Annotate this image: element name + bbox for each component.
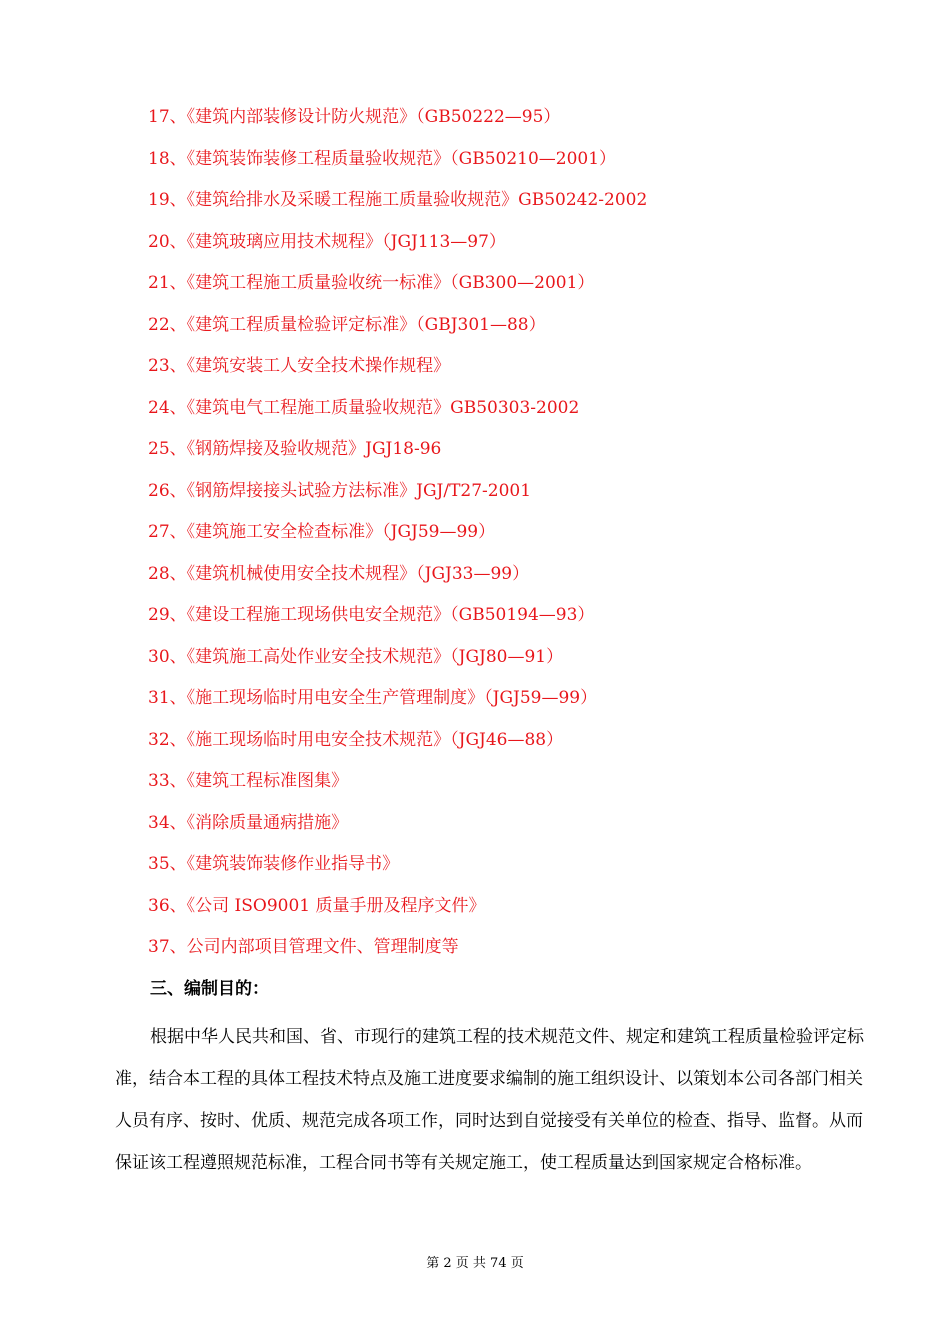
list-item: 37、公司内部项目管理文件、管理制度等 [148, 937, 459, 957]
list-item: 34、《消除质量通病措施》 [148, 812, 349, 833]
list-item: 28、《建筑机械使用安全技术规程》（JGJ33—99） [148, 563, 530, 584]
list-item: 33、《建筑工程标准图集》 [148, 771, 349, 791]
list-item: 20、《建筑玻璃应用技术规程》（JGJ113—97） [148, 231, 506, 252]
list-item: 35、《建筑装饰装修作业指导书》 [148, 854, 400, 874]
list-item: 22、《建筑工程质量检验评定标准》（GBJ301—88） [148, 314, 546, 335]
list-item: 31、《施工现场临时用电安全生产管理制度》（JGJ59—99） [148, 688, 598, 708]
list-item: 25、《钢筋焊接及验收规范》JGJ18-96 [148, 439, 442, 459]
list-item: 36、《公司 ISO9001 质量手册及程序文件》 [148, 895, 486, 916]
list-item: 21、《建筑工程施工质量验收统一标准》（GB300—2001） [148, 273, 595, 293]
section-heading: 三、编制目的： [150, 979, 269, 999]
body-paragraph [115, 1016, 875, 1184]
list-item: 23、《建筑安装工人安全技术操作规程》 [148, 356, 451, 376]
standards-list [148, 103, 908, 975]
list-item: 19、《建筑给排水及采暖工程施工质量验收规范》GB50242-2002 [148, 190, 648, 210]
list-item: 29、《建设工程施工现场供电安全规范》（GB50194—93） [148, 605, 595, 625]
list-item: 32、《施工现场临时用电安全技术规范》（JGJ46—88） [148, 729, 564, 750]
list-item: 30、《建筑施工高处作业安全技术规范》（JGJ80—91） [148, 646, 564, 667]
list-item: 17、《建筑内部装修设计防火规范》（GB50222—95） [148, 107, 561, 127]
list-item: 26、《钢筋焊接接头试验方法标准》JGJ/T27-2001 [148, 480, 532, 501]
page-footer: 第 2 页 共 74 页 [426, 1256, 524, 1271]
list-item: 27、《建筑施工安全检查标准》（JGJ59—99） [148, 522, 496, 542]
paragraph-text: 根据中华人民共和国、省、市现行的建筑工程的技术规范文件、规定和建筑工程质量检验评定标准，结合本工程的具体工程技术特点及施工进度要求编制的施工组织设计、以策划本公司各部门相关人员有序、按时、优质、规范完成各项工作，同时达到自觉接受有关单位的检查、指导、监督。从而保证该工程遵照规范标准，工程合同书等有关规定施工，使工程质量达到国家规定合格标准。 [115, 1027, 864, 1173]
list-item: 24、《建筑电气工程施工质量验收规范》GB50303-2002 [148, 397, 580, 418]
list-item: 18、《建筑装饰装修工程质量验收规范》（GB50210—2001） [148, 148, 617, 169]
